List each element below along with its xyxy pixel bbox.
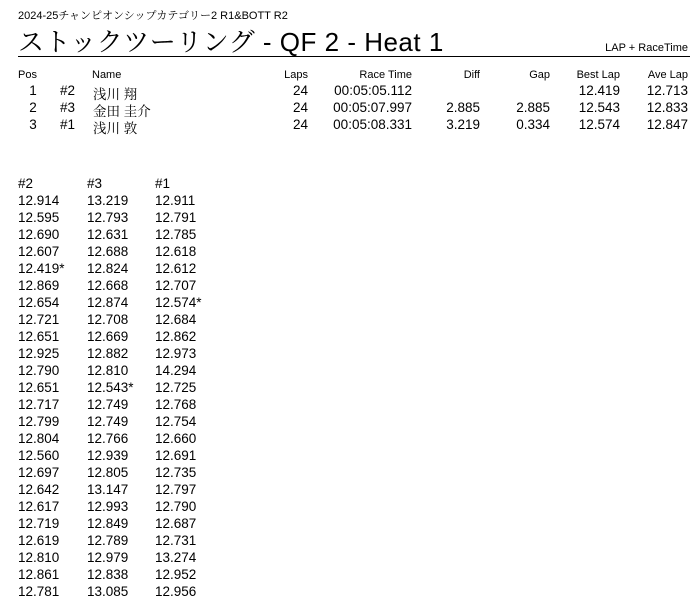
lap-time-cell: 12.790: [18, 363, 60, 378]
result-laps: 24: [292, 83, 308, 98]
lap-time-cell: 12.956: [155, 584, 197, 599]
col-header-laps: Laps: [284, 69, 308, 81]
report-mode-label: LAP + RaceTime: [605, 42, 688, 54]
lap-time-cell: 12.617: [18, 499, 60, 514]
lap-time-cell: 12.719: [18, 516, 60, 531]
lap-time-cell: 12.607: [18, 244, 60, 259]
lap-time-cell: 12.690: [18, 227, 60, 242]
lap-time-cell: 12.721: [18, 312, 60, 327]
lap-time-cell: 12.789: [87, 533, 129, 548]
lap-column-header: #1: [155, 176, 171, 191]
lap-time-cell: 12.952: [155, 567, 197, 582]
lap-column: [18, 175, 86, 600]
lap-time-cell: 12.804: [18, 431, 60, 446]
result-row: [0, 83, 700, 102]
lap-time-cell: 12.595: [18, 210, 60, 225]
page-title: ストックツーリング - QF 2 - Heat 1: [18, 27, 444, 57]
lap-time-cell: 12.660: [155, 431, 197, 446]
lap-time-cell: 12.861: [18, 567, 60, 582]
result-best-lap: 12.419: [578, 83, 620, 98]
lap-time-cell: 12.824: [87, 261, 129, 276]
lap-time-cell: 13.274: [155, 550, 197, 565]
lap-time-cell: 13.219: [87, 193, 129, 208]
result-race-time: 00:05:07.997: [333, 100, 412, 115]
lap-time-cell: 12.631: [87, 227, 129, 242]
lap-time-cell: 12.560: [18, 448, 60, 463]
lap-time-cell: 12.735: [155, 465, 197, 480]
lap-time-cell: 12.725: [155, 380, 197, 395]
lap-time-cell: 12.651: [18, 329, 60, 344]
result-diff: 3.219: [446, 117, 480, 132]
lap-time-cell: 12.781: [18, 584, 60, 599]
lap-column: [155, 175, 223, 600]
result-race-time: 00:05:05.112: [334, 83, 412, 98]
result-best-lap: 12.574: [578, 117, 620, 132]
result-gap: 0.334: [516, 117, 550, 132]
title-divider: [18, 56, 690, 57]
lap-time-cell: 12.543*: [87, 380, 134, 395]
lap-time-cell: 13.147: [87, 482, 129, 497]
result-driver-name: 浅川 敦: [93, 121, 138, 136]
lap-time-cell: 12.612: [155, 261, 197, 276]
result-ave-lap: 12.847: [646, 117, 688, 132]
lap-time-cell: 12.717: [18, 397, 60, 412]
lap-time-cell: 12.707: [155, 278, 197, 293]
lap-time-cell: 13.085: [87, 584, 129, 599]
lap-time-cell: 12.754: [155, 414, 197, 429]
lap-time-cell: 12.911: [155, 193, 196, 208]
lap-time-cell: 12.619: [18, 533, 60, 548]
result-driver-name: 浅川 翔: [93, 87, 138, 102]
result-car-number: #3: [60, 100, 76, 115]
lap-time-cell: 12.766: [87, 431, 129, 446]
col-header-diff: Diff: [463, 69, 480, 81]
lap-time-cell: 12.654: [18, 295, 60, 310]
result-pos: 1: [29, 83, 37, 98]
lap-column-header: #2: [18, 176, 34, 191]
lap-time-cell: 12.925: [18, 346, 60, 361]
result-race-time: 00:05:08.331: [333, 117, 412, 132]
lap-time-cell: 12.574*: [155, 295, 202, 310]
result-driver-name: 金田 圭介: [93, 104, 151, 119]
lap-column-header: #3: [87, 176, 103, 191]
col-header-pos: Pos: [18, 69, 37, 81]
event-subtitle: 2024-25チャンピオンシップカテゴリー2 R1&BOTT R2: [18, 10, 288, 22]
lap-time-cell: 12.768: [155, 397, 197, 412]
lap-time-cell: 12.810: [87, 363, 129, 378]
result-row: [0, 117, 700, 136]
lap-time-cell: 12.838: [87, 567, 129, 582]
lap-time-cell: 12.939: [87, 448, 129, 463]
lap-time-cell: 12.805: [87, 465, 129, 480]
lap-time-cell: 12.708: [87, 312, 129, 327]
lap-time-cell: 12.642: [18, 482, 60, 497]
lap-time-cell: 12.419*: [18, 261, 65, 276]
lap-time-cell: 12.790: [155, 499, 197, 514]
lap-time-cell: 12.697: [18, 465, 60, 480]
lap-time-cell: 12.914: [18, 193, 60, 208]
lap-time-cell: 12.749: [87, 397, 129, 412]
col-header-ave-lap: Ave Lap: [647, 69, 688, 81]
lap-time-cell: 12.618: [155, 244, 197, 259]
col-header-race-time: Race Time: [359, 69, 412, 81]
lap-column: [87, 175, 155, 600]
col-header-best-lap: Best Lap: [576, 69, 620, 81]
lap-time-cell: 12.810: [18, 550, 60, 565]
lap-time-cell: 12.849: [87, 516, 129, 531]
result-ave-lap: 12.833: [646, 100, 688, 115]
lap-time-cell: 12.687: [155, 516, 197, 531]
lap-time-cell: 12.791: [155, 210, 197, 225]
lap-time-cell: 12.874: [87, 295, 129, 310]
lap-time-cell: 12.688: [87, 244, 129, 259]
result-row: [0, 100, 700, 119]
result-laps: 24: [292, 100, 308, 115]
lap-time-cell: 12.799: [18, 414, 60, 429]
lap-time-cell: 12.862: [155, 329, 197, 344]
col-header-gap: Gap: [529, 69, 550, 81]
result-laps: 24: [292, 117, 308, 132]
lap-time-cell: 12.973: [155, 346, 197, 361]
result-best-lap: 12.543: [578, 100, 620, 115]
lap-time-cell: 14.294: [155, 363, 197, 378]
lap-time-cell: 12.668: [87, 278, 129, 293]
lap-time-cell: 12.684: [155, 312, 197, 327]
results-header-row: [0, 58, 700, 81]
lap-time-cell: 12.731: [155, 533, 197, 548]
lap-time-cell: 12.651: [18, 380, 60, 395]
lap-time-cell: 12.882: [87, 346, 129, 361]
result-diff: 2.885: [446, 100, 480, 115]
result-pos: 3: [29, 117, 37, 132]
lap-time-cell: 12.691: [155, 448, 197, 463]
result-car-number: #2: [60, 83, 76, 98]
lap-time-cell: 12.793: [87, 210, 129, 225]
lap-time-cell: 12.797: [155, 482, 197, 497]
result-gap: 2.885: [516, 100, 550, 115]
lap-time-cell: 12.869: [18, 278, 60, 293]
lap-time-cell: 12.993: [87, 499, 129, 514]
result-ave-lap: 12.713: [646, 83, 688, 98]
lap-time-cell: 12.749: [87, 414, 129, 429]
col-header-name: Name: [92, 69, 122, 81]
lap-time-cell: 12.785: [155, 227, 197, 242]
lap-time-cell: 12.979: [87, 550, 129, 565]
result-car-number: #1: [60, 117, 76, 132]
lap-time-cell: 12.669: [87, 329, 129, 344]
result-pos: 2: [29, 100, 37, 115]
